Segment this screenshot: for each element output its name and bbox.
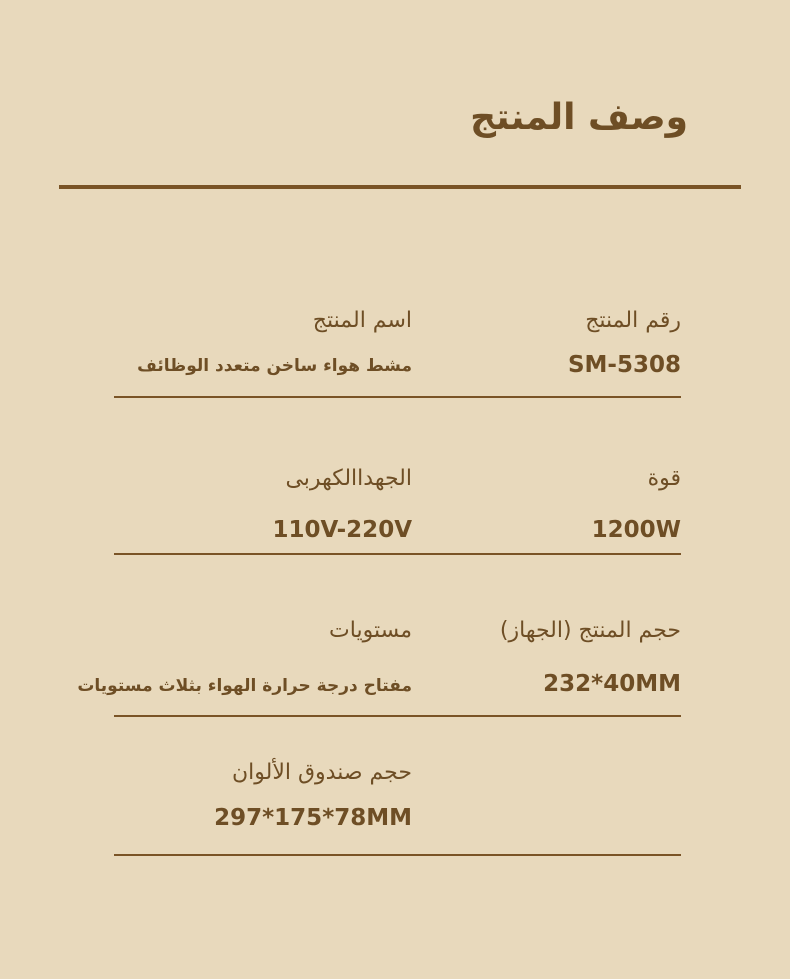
spec-row-color-box-size [114, 752, 681, 862]
spec-label-product-size: حجم المنتج (الجهاز) [499, 618, 681, 643]
spec-value-product-size: 232*40MM [543, 671, 681, 697]
spec-value-color-box-size: 297*175*78MM [214, 805, 412, 831]
spec-row-power [114, 460, 681, 560]
spec-value-levels: مفتاح درجة حرارة الهواء بثلاث مستويات [77, 676, 412, 696]
spec-row-product-number [114, 300, 681, 400]
spec-label-product-name: اسم المنتج [312, 308, 412, 333]
spec-value-product-number: SM-5308 [567, 352, 681, 378]
page-title: وصف المنتج [470, 97, 688, 138]
row-divider [114, 715, 681, 717]
spec-label-voltage: الجهداالكهربى [285, 466, 412, 491]
row-divider [114, 854, 681, 856]
spec-value-voltage: 110V-220V [272, 517, 412, 543]
row-divider [114, 396, 681, 398]
spec-label-levels: مستويات [329, 618, 412, 643]
spec-label-product-number: رقم المنتج [585, 308, 681, 333]
spec-value-product-name: مشط هواء ساخن متعدد الوظائف [137, 356, 412, 376]
spec-value-power: 1200W [591, 517, 681, 543]
title-divider [59, 185, 741, 189]
row-divider [114, 553, 681, 555]
spec-row-product-size [77, 610, 681, 720]
spec-label-power: قوة [647, 466, 681, 491]
spec-label-color-box-size: حجم صندوق الألوان [232, 760, 412, 785]
